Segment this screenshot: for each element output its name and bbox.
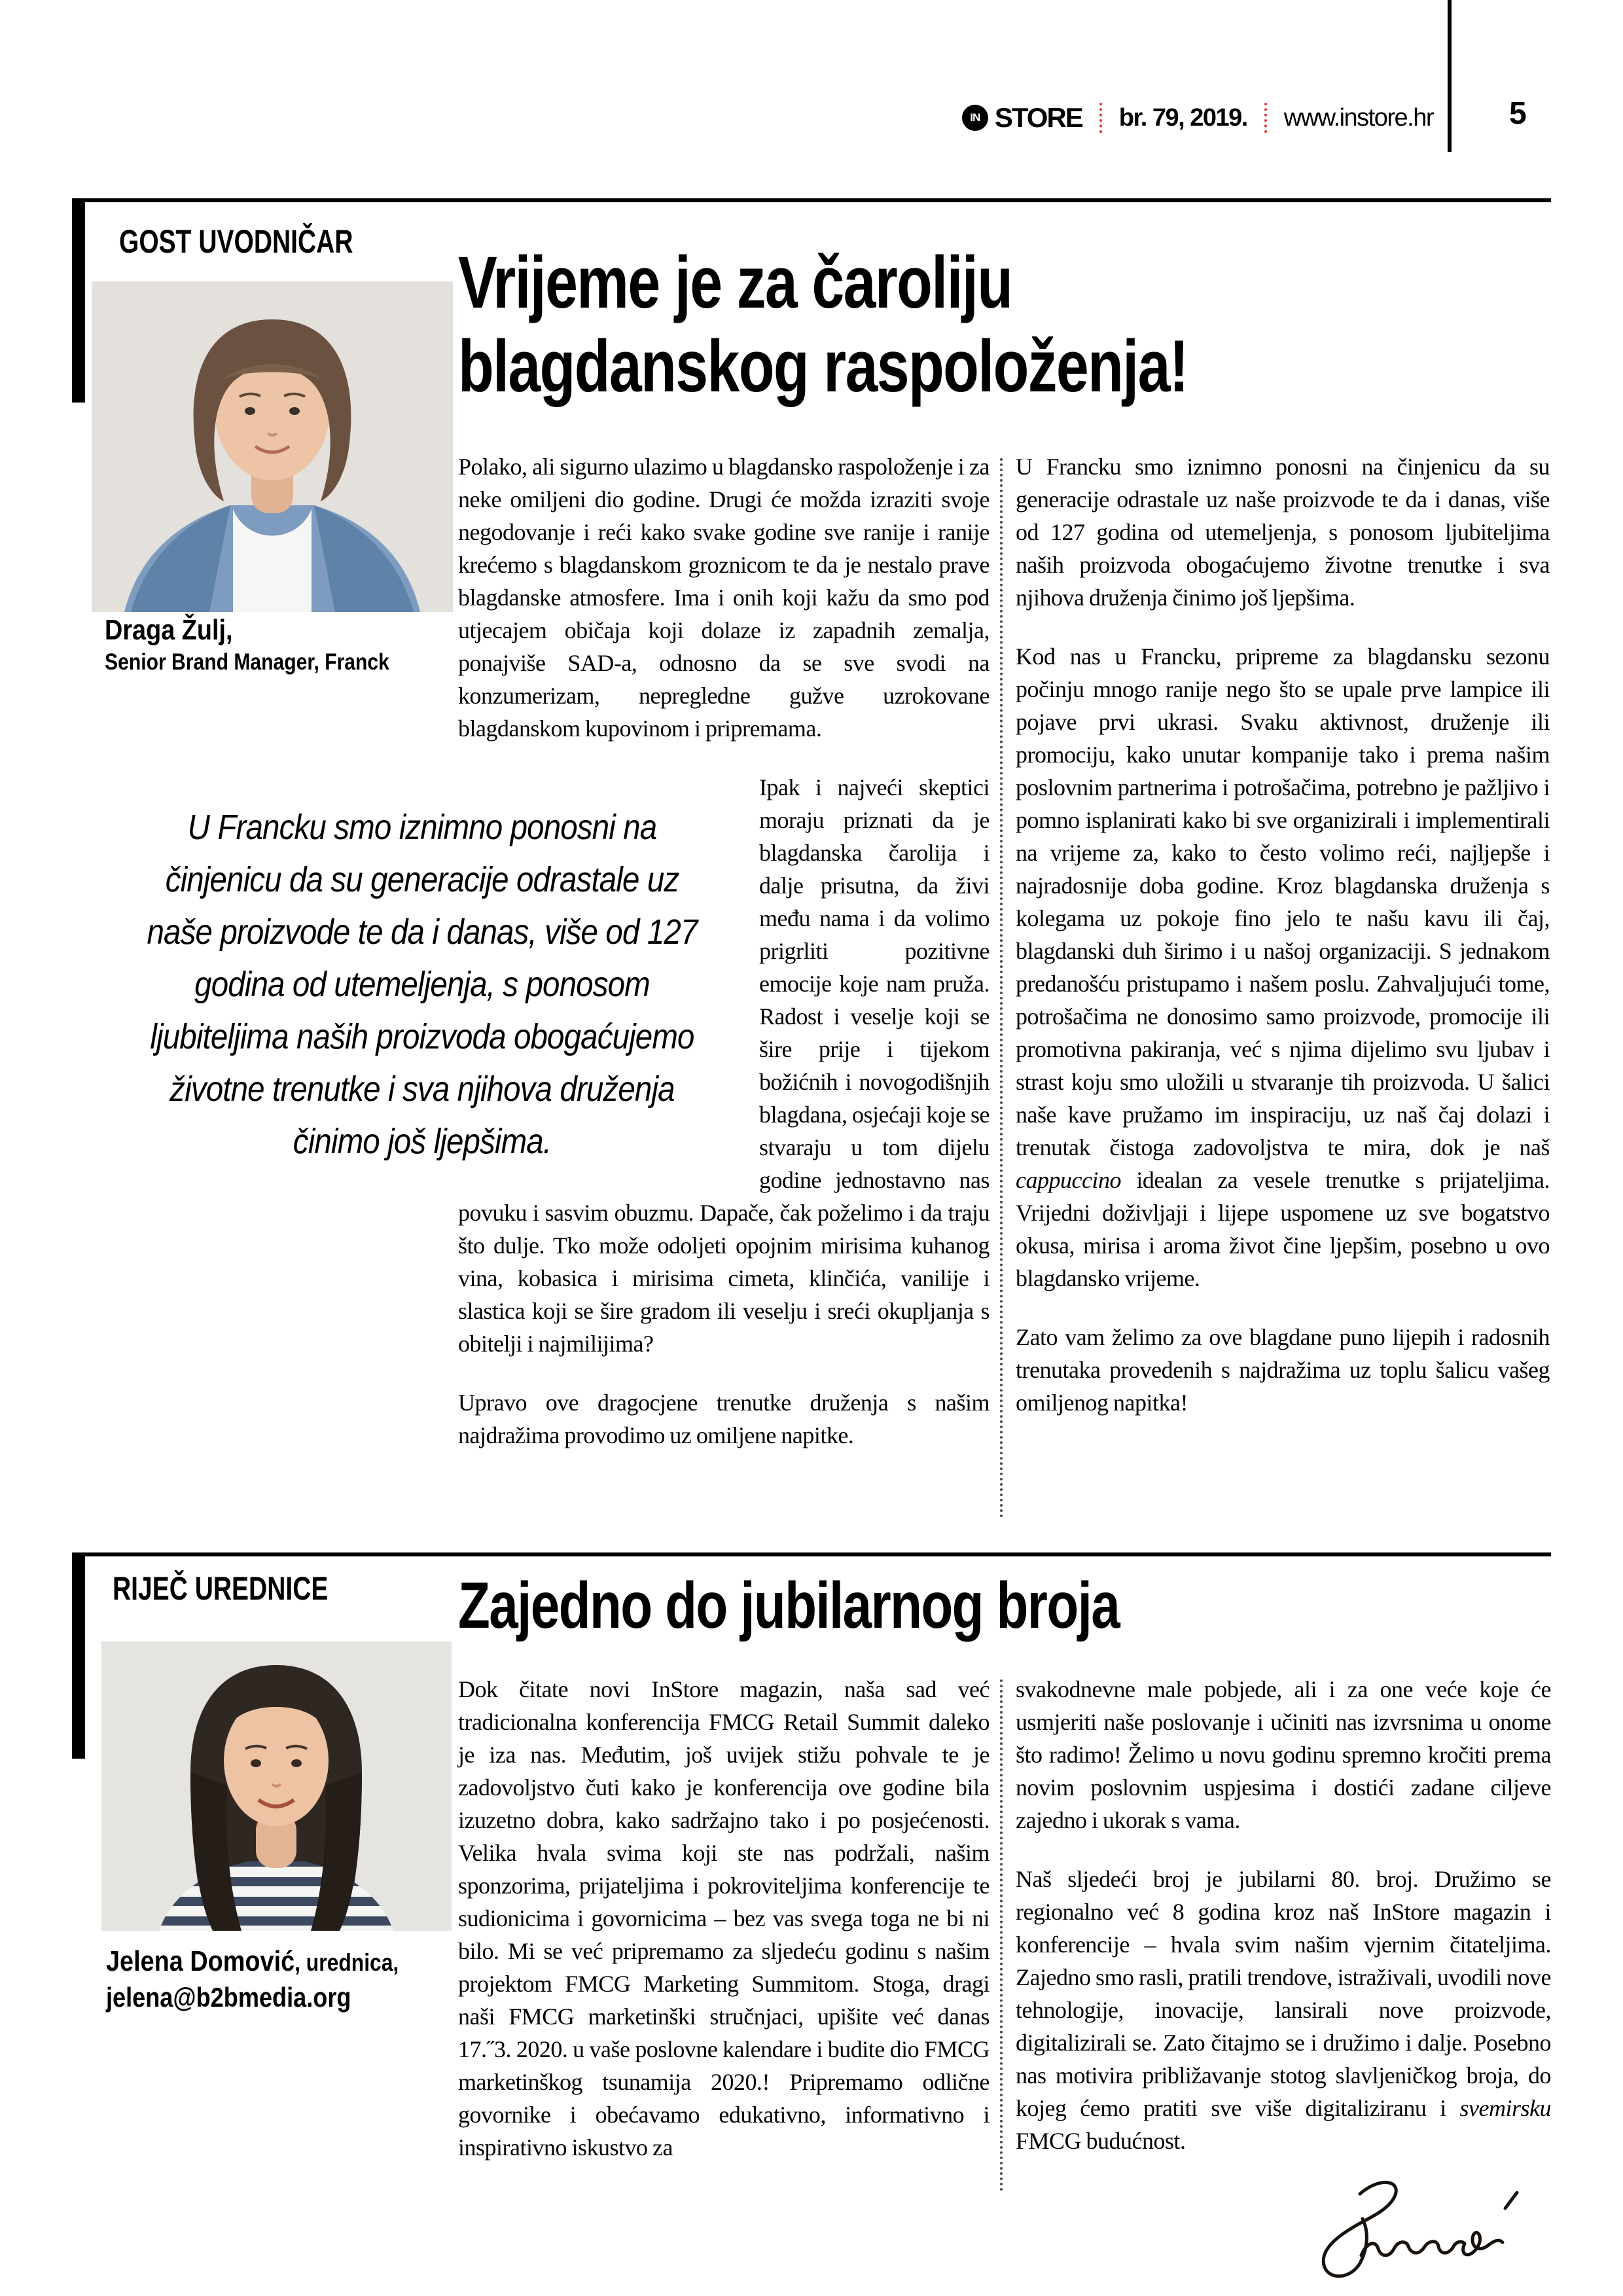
guest-paragraph [1016, 640, 1550, 1295]
italic-word: svemirsku [1459, 2095, 1551, 2121]
guest-section-rule [72, 198, 1551, 202]
paragraph-text: Kod nas u Francku, pripreme za blagdansku sezonu počinju mnogo ranije nego što se upale prve lampice ili pojave prvi ukrasi. Svaku aktivnost, druženje ili promociju, kako unutar kompanije tako i prema našim poslovnim partnerima i potrošačima, potrebno je pažljivo i pomno isplanirati kako bi sve organizirali i implementirali na vrijeme za, kako to često volimo reći, najljepše i najradosnije doba godine. Kroz blagdanska druženja s kolegama uz pokoje fino jelo te našu kavu ili čaj, blagdanski duh širimo i u našoj organizaciji. S jednakom predanošću pristupamo i našem poslu. Zahvaljujući tome, potrošačima ne donosimo samo proizvode, promocije ili promotivna pakiranja, već s njima dijelimo svu ljubav i strast koju smo uložili u stvaranje tih proizvoda. U šalici naše kave pružamo im inspiraciju, uz naš čaj dolazi i trenutak čistoga zadovoljstva te mira, dok je naš [1016, 643, 1550, 1160]
guest-author-name: Draga Žulj, [105, 614, 233, 646]
issue-number: br. 79, 2019. [1118, 103, 1247, 132]
paragraph-text: idealan za vesele trenutke s prijateljima. Vrijedni doživljaji i lijepe uspomene uz sve bogatstvo okusa, mirisa i aroma život čine ljepšim, posebno u ovo blagdansko vrijeme. [1016, 1167, 1550, 1291]
guest-paragraph: Zato vam želimo za ove blagdane puno lijepih i radosnih trenutaka provedenih s najdražima uz toplu šalicu vašeg omiljenog napitka! [1016, 1324, 1550, 1416]
guest-article-title [458, 241, 1370, 408]
header-dotted-divider [1264, 103, 1267, 133]
editor-column-separator [1000, 1679, 1003, 2191]
instore-logo-icon: IN [962, 105, 988, 131]
editor-column-1 [458, 1673, 990, 2164]
editor-author-role: , urednica, [294, 1949, 399, 1976]
page-number-divider [1448, 0, 1452, 152]
editor-section-rule [72, 1552, 1551, 1556]
pull-quote-text: U Francku smo iznimno ponosni na činjenicu da su generacije odrastale uz naše proizvode te da i danas, više od 127 godina od utemeljenja, s ponosom ljubiteljima naših proizvoda obogaćujemo životne trenutke i sva njihova druženja činimo još ljepšima. [147, 808, 698, 1161]
editor-paragraph [1016, 1863, 1551, 2157]
paragraph-text: Naš sljedeći broj je jubilarni 80. broj. Družimo se regionalno već 8 godina kroz naš InStore magazin i konferencije – hvala svim našim vjernim čitateljima. Zajedno smo rasli, pratili trendove, istraživali, uvodili nove tehnologije, inovacije, lansirali nove proizvode, digitalizirali se. Zato čitajmo se i družimo i dalje. Posebno nas motivira približavanje stotog slavljeničkog broja, do kojeg ćemo pratiti sve više digitaliziranu i [1016, 1866, 1551, 2121]
editor-author-email: jelena@b2bmedia.org [106, 1982, 351, 2013]
guest-column-2 [1016, 450, 1550, 1419]
editor-paragraph: Dok čitate novi InStore magazin, naša sad već tradicionalna konferencija FMCG Retail Summit daleko je iza nas. Međutim, još uvijek stižu pohvale te je zadovoljstvo čuti kako je konferencija ove godine bila izuzetno dobra, kako sadržajno tako i po posjećenosti. Velika hvala svima koji ste nas podržali, našim sponzorima, prijateljima i pokroviteljima konferencije te sudionicima i govornicima – bez vas svega toga ne bi ni bilo. Mi se već pripremamo za sljedeću godinu s našim projektom FMCG Marketing Summitom. Stoga, dragi naši FMCG marketinški stručnjaci, upišite već danas 17.˝3. 2020. u vaše poslovne kalendare i budite dio FMCG marketinškog tsunamija 2020.! Pripremamo odlične govornike i obećavamo edukativno, informativno i inspirativno iskustvo za [458, 1676, 990, 2161]
italic-word: cappuccino [1016, 1167, 1121, 1193]
guest-paragraph: Upravo ove dragocjene trenutke druženja s našim najdražima provodimo uz omiljene napitke. [458, 1390, 990, 1448]
editor-paragraph: svakodnevne male pobjede, ali i za one veće koje će usmjeriti naše poslovanje i učiniti nas izvrsnima u onome što radimo! Želimo u novu godinu spremno kročiti prema novim poslovnim uspjesima i dostići zadane ciljeve zajedno i ukorak s vama. [1016, 1676, 1551, 1833]
editor-author-name: Jelena Domović [106, 1945, 295, 1977]
editor-author-caption [106, 1945, 446, 1978]
page-header [903, 98, 1433, 137]
editor-kicker [113, 1570, 389, 1607]
portrait-illustration [101, 1641, 452, 1931]
pull-quote [98, 801, 746, 1168]
page-number: 5 [1509, 96, 1527, 131]
guest-paragraph: U Francku smo iznimno ponosni na činjenicu da su generacije odrastale uz naše proizvode te da i danas, više od 127 godina od utemeljenja, s ponosom ljubiteljima naših proizvoda obogaćujemo životne trenutke i sva njihova druženja činimo još ljepšima. [1016, 454, 1550, 611]
website-url: www.instore.hr [1283, 103, 1433, 132]
guest-kicker-bar [72, 198, 85, 403]
paragraph-text: FMCG budućnost. [1016, 2128, 1186, 2154]
guest-title-line2: blagdanskog raspoloženja! [458, 325, 1188, 407]
editor-kicker-label: RIJEČ UREDNICE [113, 1570, 329, 1607]
header-dotted-divider [1099, 103, 1102, 133]
instore-logo [962, 102, 1082, 134]
guest-title-line1: Vrijeme je za čaroliju [458, 242, 1012, 323]
portrait-illustration [92, 281, 453, 612]
signature-handwriting [1283, 2172, 1531, 2289]
guest-paragraph: Ipak i najveći skeptici moraju priznati da je blagdanska čarolija i dalje prisutna, da živi među nama i da volimo prigrliti pozitivne emocije koje nam pruža. Radost i veselje koji se šire prije i tijekom božićnih i novogodišnjih blagdana, osjećaji koje se stvaraju u tom dijelu godine jednostavno nas povuku i sasvim obuzmu. Dapače, čak poželimo i da traju što dulje. Tko može odoljeti opojnim mirisima kuhanog vina, kobasica i mirisima cimeta, klinčića, vanilije i slastica koji se šire gradom ili veselju i sreći okupljanja s obitelji i najmilijima? [458, 774, 990, 1357]
editor-article-title: Zajedno do jubilarnog broja [458, 1569, 1120, 1642]
editor-column-2 [1016, 1673, 1551, 2157]
portrait-photo-draga-zulj [92, 281, 453, 612]
guest-author-role: Senior Brand Manager, Franck [105, 649, 389, 675]
guest-kicker-label: GOST UVODNIČAR [119, 223, 353, 260]
editor-kicker-bar [72, 1552, 85, 1759]
guest-column-separator [1000, 458, 1003, 1518]
guest-kicker [119, 223, 419, 260]
guest-paragraph: Polako, ali sigurno ulazimo u blagdansko raspoloženje i za neke omiljeni dio godine. Drugi će možda izraziti svoje negodovanje i reći kako svake godine sve ranije i ranije krećemo s blagdanskom groznicom te da je nestalo prave blagdanske atmosfere. Ima i onih koji kažu da smo pod utjecajem običaja koji dolaze iz zapadnih zemalja, ponajviše SAD-a, odnosno da se sve svodi na konzumerizam, nepregledne gužve uzrokovane blagdanskom kupovinom i pripremama. [458, 454, 990, 742]
instore-logo-text: STORE [994, 102, 1082, 133]
portrait-photo-jelena-domovic [101, 1641, 452, 1931]
